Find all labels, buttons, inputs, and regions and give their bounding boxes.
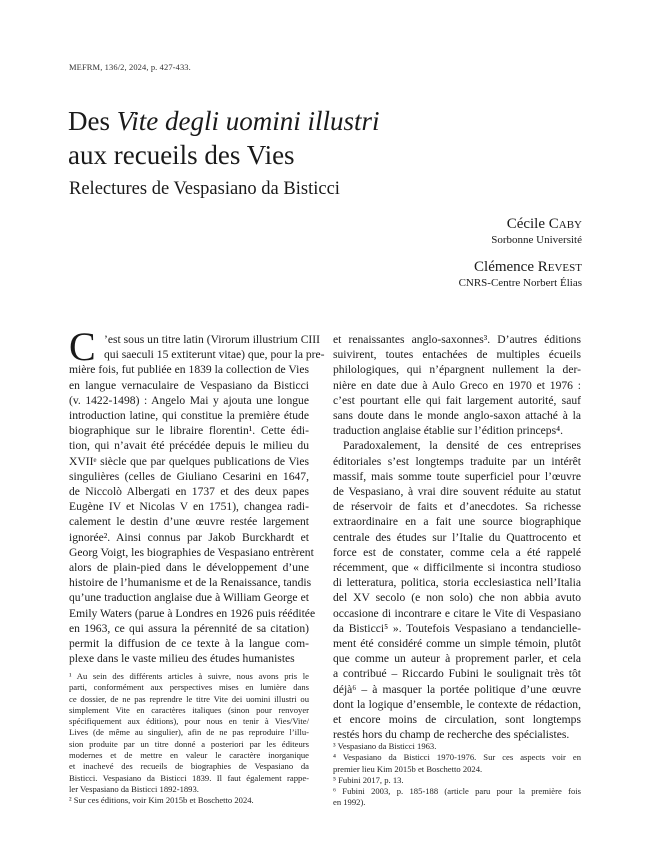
footnote-line: spécifiquement aux éditions), pour nous en tenir à Vies/Vite/ xyxy=(69,716,309,727)
body-text-line: da Bisticci⁵ ». Toutefois Vespasiano a tendancielle- xyxy=(333,621,581,635)
body-text-line: occasione di incontrare e citare le Vite di Vespasiano xyxy=(333,606,581,620)
footnote-line: ³ Vespasiano da Bisticci 1963. xyxy=(333,741,437,751)
author-block-2 xyxy=(459,258,582,290)
body-text-line: que comme un auteur à proprement parler, et cela xyxy=(333,652,581,666)
body-text-line: qu’une traduction anglaise due à William George et xyxy=(69,591,309,605)
footnote-line: Bisticci. Vespasiano da Bisticci 1839. Il faut également rappe- xyxy=(69,772,309,783)
footnote-line: parti, conformément aux perspectives mises en lumière dans xyxy=(69,682,309,693)
body-text-line: nière en date due à Aulo Greco en 1970 et 1976 : xyxy=(333,378,581,392)
body-text-line: massif, mais somme toute superficiel pour l’œuvre xyxy=(333,469,581,483)
body-text-line: Georg Voigt, les biographies de Vespasiano entrèrent xyxy=(69,545,314,559)
body-text-line: ’est sous un titre latin (Virorum illustrium CIII xyxy=(104,333,321,346)
footnotes-right xyxy=(333,741,581,809)
body-text-line: tion, qui n’avait été précédée depuis le milieu du xyxy=(69,439,309,453)
body-text-line: suivirent, toutes entachées de multiples écueils xyxy=(333,348,581,362)
title-line-1 xyxy=(68,104,588,138)
title-line-2: aux recueils des Vies xyxy=(68,140,295,170)
body-text-line: sans doute dans le monde anglo-saxon attaché à la xyxy=(333,409,581,423)
body-text-line: déjà⁶ – à masquer la portée politique d’une œuvre xyxy=(333,682,581,696)
footnote-line: premier lieu Kim 2015b et Boschetto 2024. xyxy=(333,763,483,774)
body-text-line: (v. 1422-1498) : Angelo Mai y ajouta une longue xyxy=(69,393,309,407)
body-text-line: Emily Waters (parue à Londres en 1926 puis rééditée xyxy=(69,606,316,620)
body-text-line: Paradoxalement, la densité de ces entreprises xyxy=(343,439,581,453)
body-column-left xyxy=(69,324,325,666)
body-text-line: restés hors du champ de recherche des spécialistes. xyxy=(333,728,570,742)
body-text-line: en 1963, ce qui assura la pérennité de sa citation) xyxy=(69,621,309,635)
body-text-line: de réservoir de faits et d’anecdotes. Sa richesse xyxy=(333,500,581,514)
body-text-line: et encore moins de circulation, sont longtemps xyxy=(333,713,581,727)
body-column-right xyxy=(333,332,581,742)
body-text-line: introduction latine, qui constitue la première étude xyxy=(69,409,309,423)
author-block-1 xyxy=(491,215,582,247)
title-prefix: Des xyxy=(68,106,117,136)
footnote-line: ⁶ Fubini 2003, p. 185-188 (article paru pour la première fois xyxy=(333,786,581,797)
body-text-line: traduction anglaise établie sur l’édition princeps⁴. xyxy=(333,424,564,438)
body-text-line: en langue vernaculaire de Vespasiano da Bisticci xyxy=(69,378,309,392)
author-affiliation: CNRS-Centre Norbert Élias xyxy=(458,277,582,289)
body-text-line: dont la logique d’ensemble, le contexte de rédaction, xyxy=(333,697,581,711)
footnote-line: ⁵ Fubini 2017, p. 13. xyxy=(333,774,404,785)
footnote-line: et inachevé des recueils de biographies de Vespasiano da xyxy=(69,761,309,772)
body-text-line: qui saeculi 15 extiterunt vitae) que, pour la pre- xyxy=(104,348,325,362)
body-text-line: XVIIᵉ siècle que par quelques publications de Vies xyxy=(69,454,309,468)
body-text-line: ignorée². Ainsi connus par Jakob Burckhardt et xyxy=(69,530,309,544)
footnote-line: modernes et de mettre en valeur le caractère inorganique xyxy=(69,750,309,761)
footnote-line: ler Vespasiano da Bisticci 1892-1893. xyxy=(69,783,199,794)
article-subtitle: Relectures de Vespasiano da Bisticci xyxy=(69,179,340,199)
author-affiliation: Sorbonne Université xyxy=(491,234,582,246)
footnote-line: ⁴ Vespasiano da Bisticci 1970-1976. Sur ces aspects voir en xyxy=(333,752,581,763)
footnote-line: ¹ Au sein des différents articles à suivre, nous avons pris le xyxy=(69,671,309,681)
article-title xyxy=(68,104,588,172)
body-text-line: éditoriales s’est longtemps traduite par un intérêt xyxy=(333,454,581,468)
body-text-line: singulières (celles de Giuliano Cesarini en 1647, xyxy=(69,469,309,483)
body-text-line: philologiques, qui n’épargnent nullement la der- xyxy=(333,363,581,377)
drop-cap: C xyxy=(69,324,96,369)
body-text-line: biographique sur le libraire florentin¹. Cette édi- xyxy=(69,424,309,438)
body-text-line: c’est pourtant elle qui fait largement autorité, sauf xyxy=(333,393,581,407)
body-text-line: Eugène IV et Nicolas V en 1751), changea radi- xyxy=(69,500,309,514)
body-text-line: alors de plain-pied dans le développement d’une xyxy=(69,561,309,575)
body-text-line: a contribué – Riccardo Fubini le soulignait très tôt xyxy=(333,667,581,681)
body-text-line: et renaissantes anglo-saxonnes³. D’autres éditions xyxy=(333,333,581,346)
body-text-line: histoire de l’humanisme et de la Renaissance, tandis xyxy=(69,576,312,590)
body-text-line: plexe dans le vaste milieu des études humanistes xyxy=(69,652,295,666)
footnote-line: ce dossier, de ne pas reprendre le titre Vite dei uomini illustri ou xyxy=(69,693,309,704)
body-text-line: di letteratura, politica, storia ecclesiastica nell’Italia xyxy=(333,576,581,590)
footnote-line: ² Sur ces éditions, voir Kim 2015b et Boschetto 2024. xyxy=(69,795,254,806)
footnote-line: simplement Vite en caractères italiques (sinon pour renvoyer xyxy=(69,704,309,715)
body-text-line: force est de constater, comme cela a été rappelé xyxy=(333,545,581,559)
footnotes-left xyxy=(69,671,309,807)
body-text-line: del XV secolo (e non solo) che non abbia avuto xyxy=(333,591,581,605)
journal-reference: MEFRM, 136/2, 2024, p. 427-433. xyxy=(69,62,191,72)
footnote-line: Lives (de même au singulier), afin de ne pas reproduire l’illu- xyxy=(69,727,309,738)
footnote-line: en 1992). xyxy=(333,797,366,808)
body-text-line: centrale des études sur l’Italie du Quattrocento et xyxy=(333,530,581,544)
body-text-line: récemment, que « difficilmente si incontra studioso xyxy=(333,561,581,575)
body-text-line: permit la diffusion de ce texte à la langue com- xyxy=(69,637,309,651)
body-text-line: extraordinaire en a fait une source biographique xyxy=(333,515,581,529)
body-text-line: de Niccolò Albergati en 1737 et des deux papes xyxy=(69,485,309,499)
body-text-line: calement le destin d’une œuvre restée largement xyxy=(69,515,309,529)
title-italic: Vite degli uomini illustri xyxy=(116,106,380,136)
author-name: Cécile Caby xyxy=(506,216,582,232)
body-text-line: ment été considéré comme un simple témoin, plutôt xyxy=(333,637,581,651)
footnote-line: sion produite par un titre donné a posteriori par les éditeurs xyxy=(69,738,309,749)
body-text-line: de Vespasiano, à vrai dire souvent réduite au statut xyxy=(333,485,581,499)
body-text-line: mière fois, fut publiée en 1839 la collection de Vies xyxy=(69,363,309,377)
author-name: Clémence Revest xyxy=(474,259,582,275)
